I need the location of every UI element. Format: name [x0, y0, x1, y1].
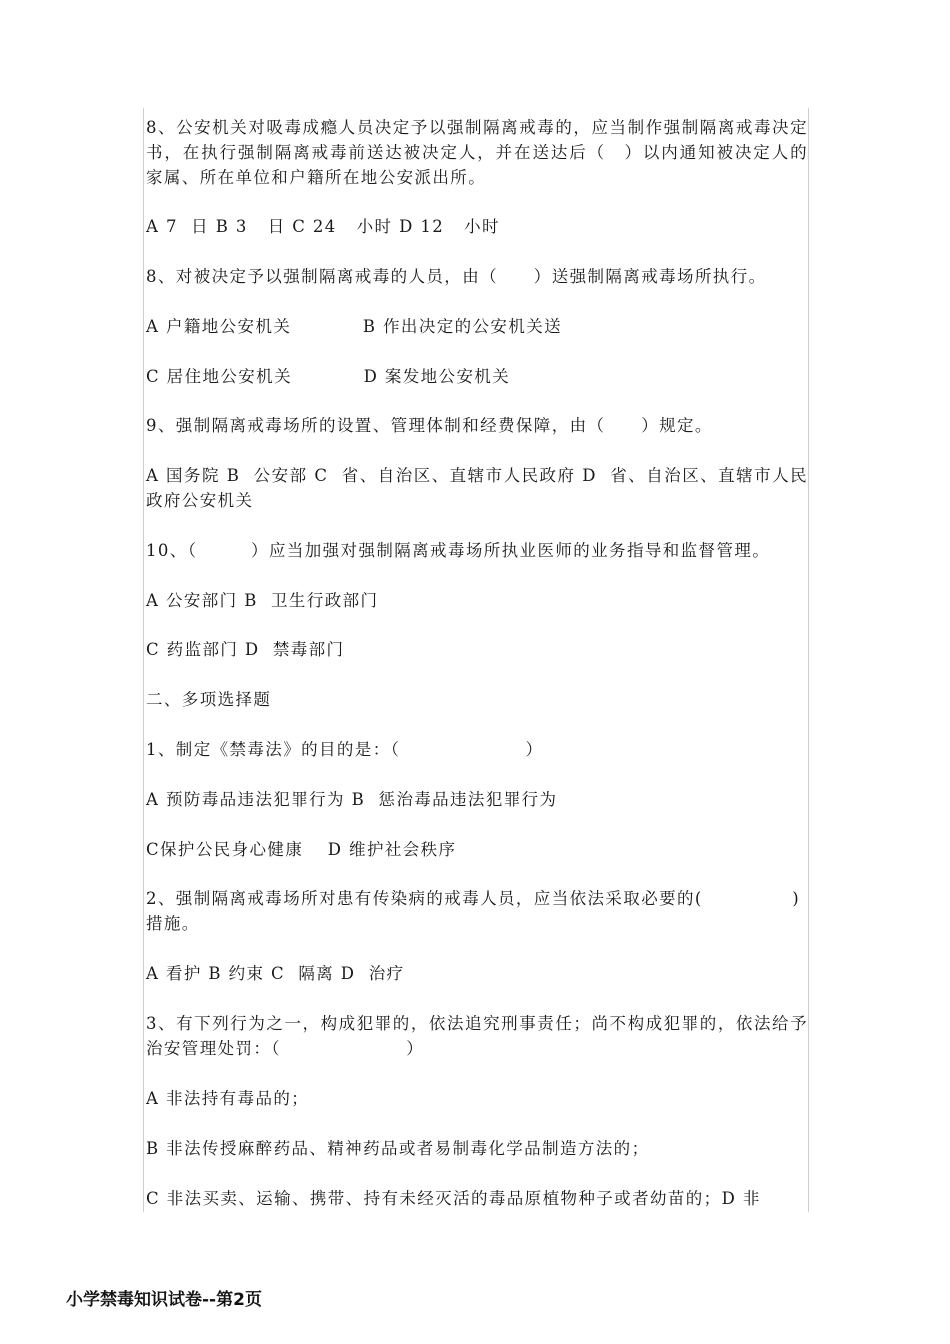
- question-9-options: A 国务院 B 公安部 C 省、自治区、直辖市人民政府 D 省、自治区、直辖市人民政府公安机关: [146, 466, 808, 510]
- question-10-options-cd: C 药监部门 D 禁毒部门: [146, 640, 345, 659]
- question-8b: 8、对被决定予以强制隔离戒毒的人员，由（ ）送强制隔离戒毒场所执行。: [146, 267, 767, 286]
- multi-question-2: 2、强制隔离戒毒场所对患有传染病的戒毒人员，应当依法采取必要的( )措施。: [146, 889, 801, 933]
- question-8a-options: A 7 日 B 3 日 C 24 小时 D 12 小时: [146, 217, 500, 236]
- page-footer: 小学禁毒知识试卷--第2页: [66, 1290, 262, 1310]
- question-9: 9、强制隔离戒毒场所的设置、管理体制和经费保障，由（ ）规定。: [146, 416, 713, 435]
- question-10: 10、（ ）应当加强对强制隔离戒毒场所执业医师的业务指导和监督管理。: [146, 541, 771, 560]
- multi-question-1: 1、制定《禁毒法》的目的是：（ ）: [146, 740, 544, 759]
- question-8b-options-ab: A 户籍地公安机关 B 作出决定的公安机关送: [146, 317, 563, 336]
- question-8b-options-cd: C 居住地公安机关 D 案发地公安机关: [146, 367, 511, 386]
- page-frame-right-line: [808, 108, 809, 1212]
- multi-question-3-option-b: B 非法传授麻醉药品、精神药品或者易制毒化学品制造方法的；: [146, 1139, 650, 1158]
- multi-question-3-option-a: A 非法持有毒品的；: [146, 1089, 310, 1108]
- multi-question-1-options-cd: C保护公民身心健康 D 维护社会秩序: [146, 840, 457, 859]
- question-10-options-ab: A 公安部门 B 卫生行政部门: [146, 591, 379, 610]
- multi-question-2-options: A 看护 B 约束 C 隔离 D 治疗: [146, 964, 405, 983]
- multi-question-1-options-ab: A 预防毒品违法犯罪行为 B 惩治毒品违法犯罪行为: [146, 790, 558, 809]
- page-frame-left-line: [143, 108, 144, 1212]
- question-8a: 8、公安机关对吸毒成瘾人员决定予以强制隔离戒毒的，应当制作强制隔离戒毒决定书，在执行强制隔离戒毒前送达被决定人，并在送达后（ ）以内通知被决定人的家属、所在单位和户籍所在地公安派出所。: [146, 118, 808, 187]
- section-heading-multiple-choice: 二、多项选择题: [146, 690, 272, 709]
- multi-question-3: 3、有下列行为之一，构成犯罪的，依法追究刑事责任；尚不构成犯罪的，依法给予治安管理处罚：（ ）: [146, 1014, 808, 1058]
- multi-question-3-option-cd: C 非法买卖、运输、携带、持有未经灭活的毒品原植物种子或者幼苗的；D 非: [146, 1189, 761, 1208]
